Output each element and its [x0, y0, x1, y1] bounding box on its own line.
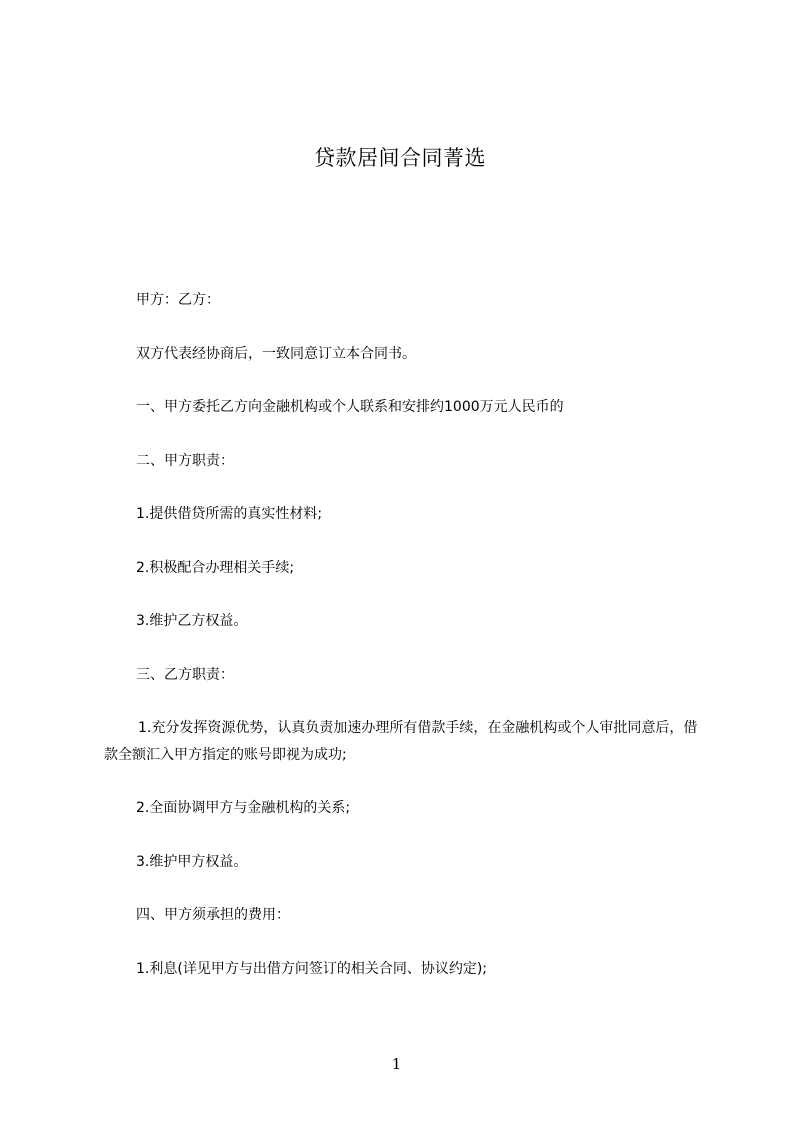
page-number: 1	[391, 1055, 402, 1073]
section-4-item-1: 1.利息(详见甲方与出借方问签订的相关合同、协议约定);	[136, 961, 487, 977]
party-line: 甲方：乙方：	[136, 292, 220, 308]
intro-paragraph: 双方代表经协商后，一致同意订立本合同书。	[136, 346, 416, 362]
section-3-item-1: 1.充分发挥资源优势，认真负责加速办理所有借款手续，在金融机构或个人审批同意后，借款全额汇入甲方指定的账号即视为成功;	[104, 720, 698, 763]
section-3-item-3: 3.维护甲方权益。	[136, 854, 248, 870]
section-2-item-3: 3.维护乙方权益。	[136, 613, 248, 629]
section-4-heading: 四、甲方须承担的费用：	[136, 907, 290, 923]
section-2-heading: 二、甲方职责：	[136, 453, 234, 469]
document-title: 贷款居间合同菁选	[314, 146, 486, 170]
section-3-item-2: 2.全面协调甲方与金融机构的关系;	[136, 800, 351, 816]
section-1-paragraph: 一、甲方委托乙方向金融机构或个人联系和安排约1000万元人民币的	[136, 399, 564, 415]
section-2-item-2: 2.积极配合办理相关手续;	[136, 560, 295, 576]
section-2-item-1: 1.提供借贷所需的真实性材料;	[136, 506, 323, 522]
section-3-heading: 三、乙方职责：	[136, 667, 234, 683]
